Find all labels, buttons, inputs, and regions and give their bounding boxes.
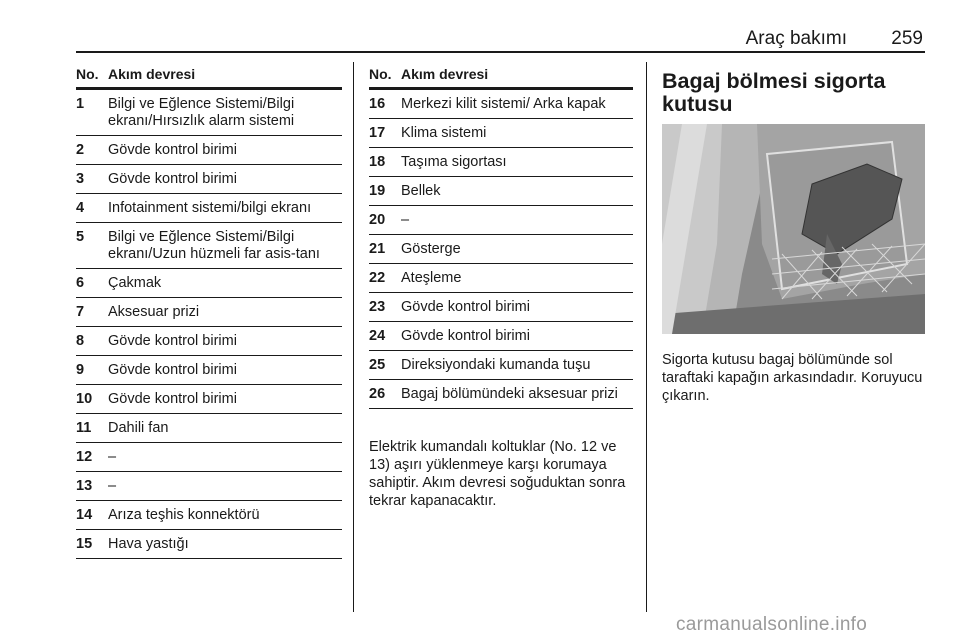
table-row: [369, 119, 633, 148]
column-divider-2: [646, 62, 647, 612]
fuse-number: 7: [76, 304, 85, 320]
table-row: [369, 206, 633, 235]
table-row: [369, 177, 633, 206]
table-row: [76, 472, 342, 501]
circuit-description: Taşıma sigortası: [401, 154, 507, 170]
fuse-number: 3: [76, 171, 85, 187]
table-row: [369, 264, 633, 293]
table-row: [76, 298, 342, 327]
section-heading: Bagaj bölmesi sigorta kutusu: [662, 69, 886, 116]
circuit-description: Hava yastığı: [108, 536, 189, 552]
table-row: [76, 136, 342, 165]
table-row: [369, 351, 633, 380]
circuit-description: Infotainment sistemi/bilgi ekranı: [108, 200, 312, 216]
fuse-number: 18: [369, 154, 386, 170]
table-row: [369, 90, 633, 119]
circuit-description: Gösterge: [401, 241, 461, 257]
table-row: [369, 322, 633, 351]
table-header: [369, 66, 633, 90]
fuse-number: 14: [76, 507, 93, 523]
fuse-number: 19: [369, 183, 386, 199]
fuse-number: 21: [369, 241, 386, 257]
header-rule: [76, 51, 925, 53]
circuit-description: Direksiyondaki kumanda tuşu: [401, 357, 591, 373]
fuse-number: 16: [369, 96, 386, 112]
table-row: [76, 443, 342, 472]
table-row: [76, 327, 342, 356]
table-row: [76, 385, 342, 414]
table-row: [369, 293, 633, 322]
circuit-description: Gövde kontrol birimi: [401, 299, 530, 315]
circuit-description: Klima sistemi: [401, 125, 487, 141]
circuit-description: Gövde kontrol birimi: [108, 391, 237, 407]
circuit-description: Gövde kontrol birimi: [108, 171, 237, 187]
fuse-number: 8: [76, 333, 85, 349]
overload-note: Elektrik kumandalı koltuklar (No. 12 ve 13) aşırı yüklenmeye karşı korumaya sahiptir. Akım devresi soğuduktan sonra tekrar kapanacaktır.: [369, 439, 626, 509]
circuit-description: Gövde kontrol birimi: [108, 362, 237, 378]
circuit-description: Bellek: [401, 183, 441, 199]
circuit-description: –: [108, 478, 117, 494]
fuse-number: 11: [76, 420, 92, 436]
fuse-number: 9: [76, 362, 85, 378]
table-row: [76, 165, 342, 194]
table-row: [76, 90, 342, 136]
table-header: [76, 66, 342, 90]
circuit-description: Çakmak: [108, 275, 162, 291]
table-row: [76, 269, 342, 298]
circuit-description: Aksesuar prizi: [108, 304, 200, 320]
circuit-description: Gövde kontrol birimi: [108, 333, 237, 349]
table-row: [76, 530, 342, 559]
circuit-description: Arıza teşhis konnektörü: [108, 507, 260, 523]
table-row: [369, 235, 633, 264]
page-header: [76, 26, 925, 50]
circuit-description: Ateşleme: [401, 270, 462, 286]
header-title: Araç bakımı: [745, 28, 847, 49]
photo-caption: Sigorta kutusu bagaj bölümünde sol taraftaki kapağın arkasındadır. Koruyucu çıkarın.: [662, 352, 923, 404]
circuit-description: Bilgi ve Eğlence Sistemi/Bilgi ekranı/Uzun hüzmeli far asis-tanı: [108, 229, 320, 262]
table-row: [369, 380, 633, 409]
fuse-number: 10: [76, 391, 93, 407]
fuse-number: 25: [369, 357, 386, 373]
table-row: [76, 194, 342, 223]
header-circuit: Akım devresi: [401, 66, 489, 82]
fuse-number: 17: [369, 125, 386, 141]
fuse-number: 15: [76, 536, 93, 552]
header-no: No.: [76, 66, 99, 82]
circuit-description: Bilgi ve Eğlence Sistemi/Bilgi ekranı/Hırsızlık alarm sistemi: [108, 96, 295, 129]
circuit-description: Merkezi kilit sistemi/ Arka kapak: [401, 96, 606, 112]
table-row: [76, 501, 342, 530]
fuse-number: 2: [76, 142, 85, 158]
fuse-number: 24: [369, 328, 386, 344]
fuse-number: 26: [369, 386, 386, 402]
fuse-number: 13: [76, 478, 93, 494]
fuse-number: 1: [76, 96, 85, 112]
fuse-number: 23: [369, 299, 386, 315]
fuse-number: 5: [76, 229, 85, 245]
circuit-description: Dahili fan: [108, 420, 169, 436]
table-row: [369, 148, 633, 177]
watermark: carmanualsonline.info: [676, 614, 868, 635]
table-row: [76, 223, 342, 269]
circuit-description: –: [108, 449, 117, 465]
fuse-table-right: [369, 66, 633, 409]
fuse-number: 12: [76, 449, 93, 465]
fuse-number: 4: [76, 200, 85, 216]
circuit-description: –: [401, 212, 410, 228]
circuit-description: Bagaj bölümündeki aksesuar prizi: [401, 386, 618, 402]
fuse-box-photo: [662, 124, 925, 334]
circuit-description: Gövde kontrol birimi: [401, 328, 530, 344]
header-circuit: Akım devresi: [108, 66, 196, 82]
fuse-number: 20: [369, 212, 386, 228]
header-no: No.: [369, 66, 392, 82]
fuse-number: 6: [76, 275, 85, 291]
table-row: [76, 356, 342, 385]
column-divider-1: [353, 62, 354, 612]
table-row: [76, 414, 342, 443]
circuit-description: Gövde kontrol birimi: [108, 142, 237, 158]
fuse-table-left: [76, 66, 342, 559]
page-number: 259: [891, 28, 923, 49]
fuse-number: 22: [369, 270, 386, 286]
